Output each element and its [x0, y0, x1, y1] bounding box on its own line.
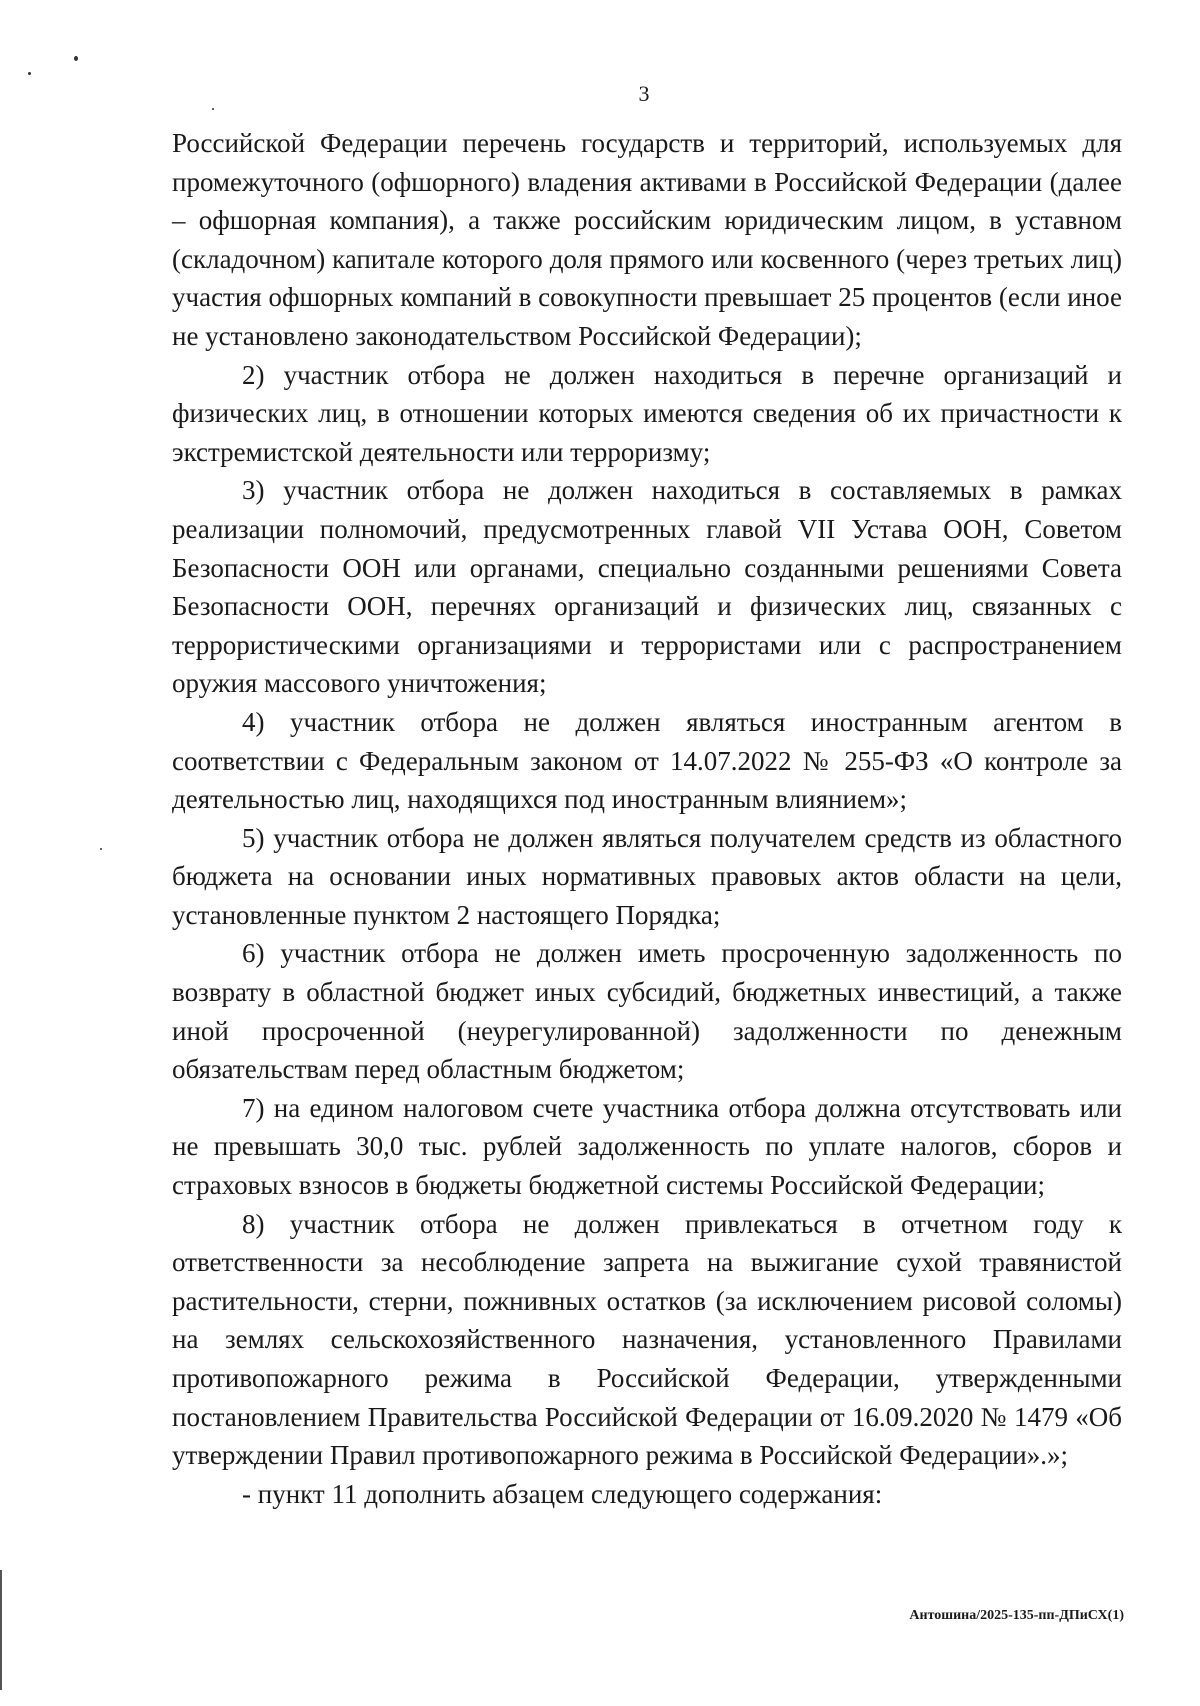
document-body: [172, 124, 1122, 1513]
scan-speck: [74, 56, 78, 61]
paragraph-item-7: 7) на едином налоговом счете участника отбора должна отсутствовать или не превышать 30,0 тыс. рублей задолженность по уплате налогов, сборов и страховых взносов в бюджеты бюджетной системы Российской Федерации;: [172, 1092, 1122, 1201]
paragraph-item-8: 8) участник отбора не должен привлекаться в отчетном году к ответственности за несоблюдение запрета на выжигание сухой травянистой растительности, стерни, пожнивных остатков (за исключением рисовой соломы) на землях сельскохозяйственного назначения, установленного Правилами противопожарного режима в Российской Федерации, утвержденными постановлением Правительства Российской Федерации от 16.09.2020 № 1479 «Об утверждении Правил противопожарного режима в Российской Федерации».»;: [172, 1208, 1122, 1471]
paragraph-amendment: - пункт 11 дополнить абзацем следующего содержания:: [242, 1478, 883, 1509]
paragraph-continuation: Российской Федерации перечень государств и территорий, используемых для промежуточного (офшорного) владения активами в Российской Федерации (далее – офшорная компания), а также российским юридическим лицом, в уставном (складочном) капитале которого доля прямого или косвенного (через третьих лиц) участия офшорных компаний в совокупности превышает 25 процентов (если иное не установлено законодательством Российской Федерации);: [172, 128, 1122, 351]
scan-edge: [0, 1570, 2, 1690]
paragraph-item-2: 2) участник отбора не должен находиться в перечне организаций и физических лиц, в отношении которых имеются сведения об их причастности к экстремистской деятельности или терроризму;: [172, 359, 1122, 467]
paragraph-item-3: 3) участник отбора не должен находиться в составляемых в рамках реализации полномочий, предусмотренных главой VII Устава ООН, Советом Безопасности ООН или органами, специально созданными решениями Совета Безопасности ООН, перечнях организаций и физических лиц, связанных с террористическими организациями и террористами или с распространением оружия массового уничтожения;: [172, 475, 1122, 699]
footer-reference: Антошина/2025-135-пп-ДПиСХ(1): [909, 1608, 1124, 1623]
paragraph-item-4: 4) участник отбора не должен являться иностранным агентом в соответствии с Федеральным законом от 14.07.2022 № 255-ФЗ «О контроле за деятельностью лиц, находящихся под иностранным влиянием»;: [172, 706, 1122, 815]
scan-speck: [100, 848, 102, 850]
scan-speck: [212, 108, 214, 110]
paragraph-item-6: 6) участник отбора не должен иметь просроченную задолженность по возврату в областной бюджет иных субсидий, бюджетных инвестиций, а также иной просроченной (неурегулированной) задолженности по денежным обязательствам перед областным бюджетом;: [172, 938, 1122, 1085]
page-number: 3: [638, 81, 650, 106]
scan-speck: [28, 72, 31, 75]
paragraph-item-5: 5) участник отбора не должен являться получателем средств из областного бюджета на основании иных нормативных правовых актов области на цели, установленные пунктом 2 настоящего Порядка;: [172, 822, 1122, 930]
